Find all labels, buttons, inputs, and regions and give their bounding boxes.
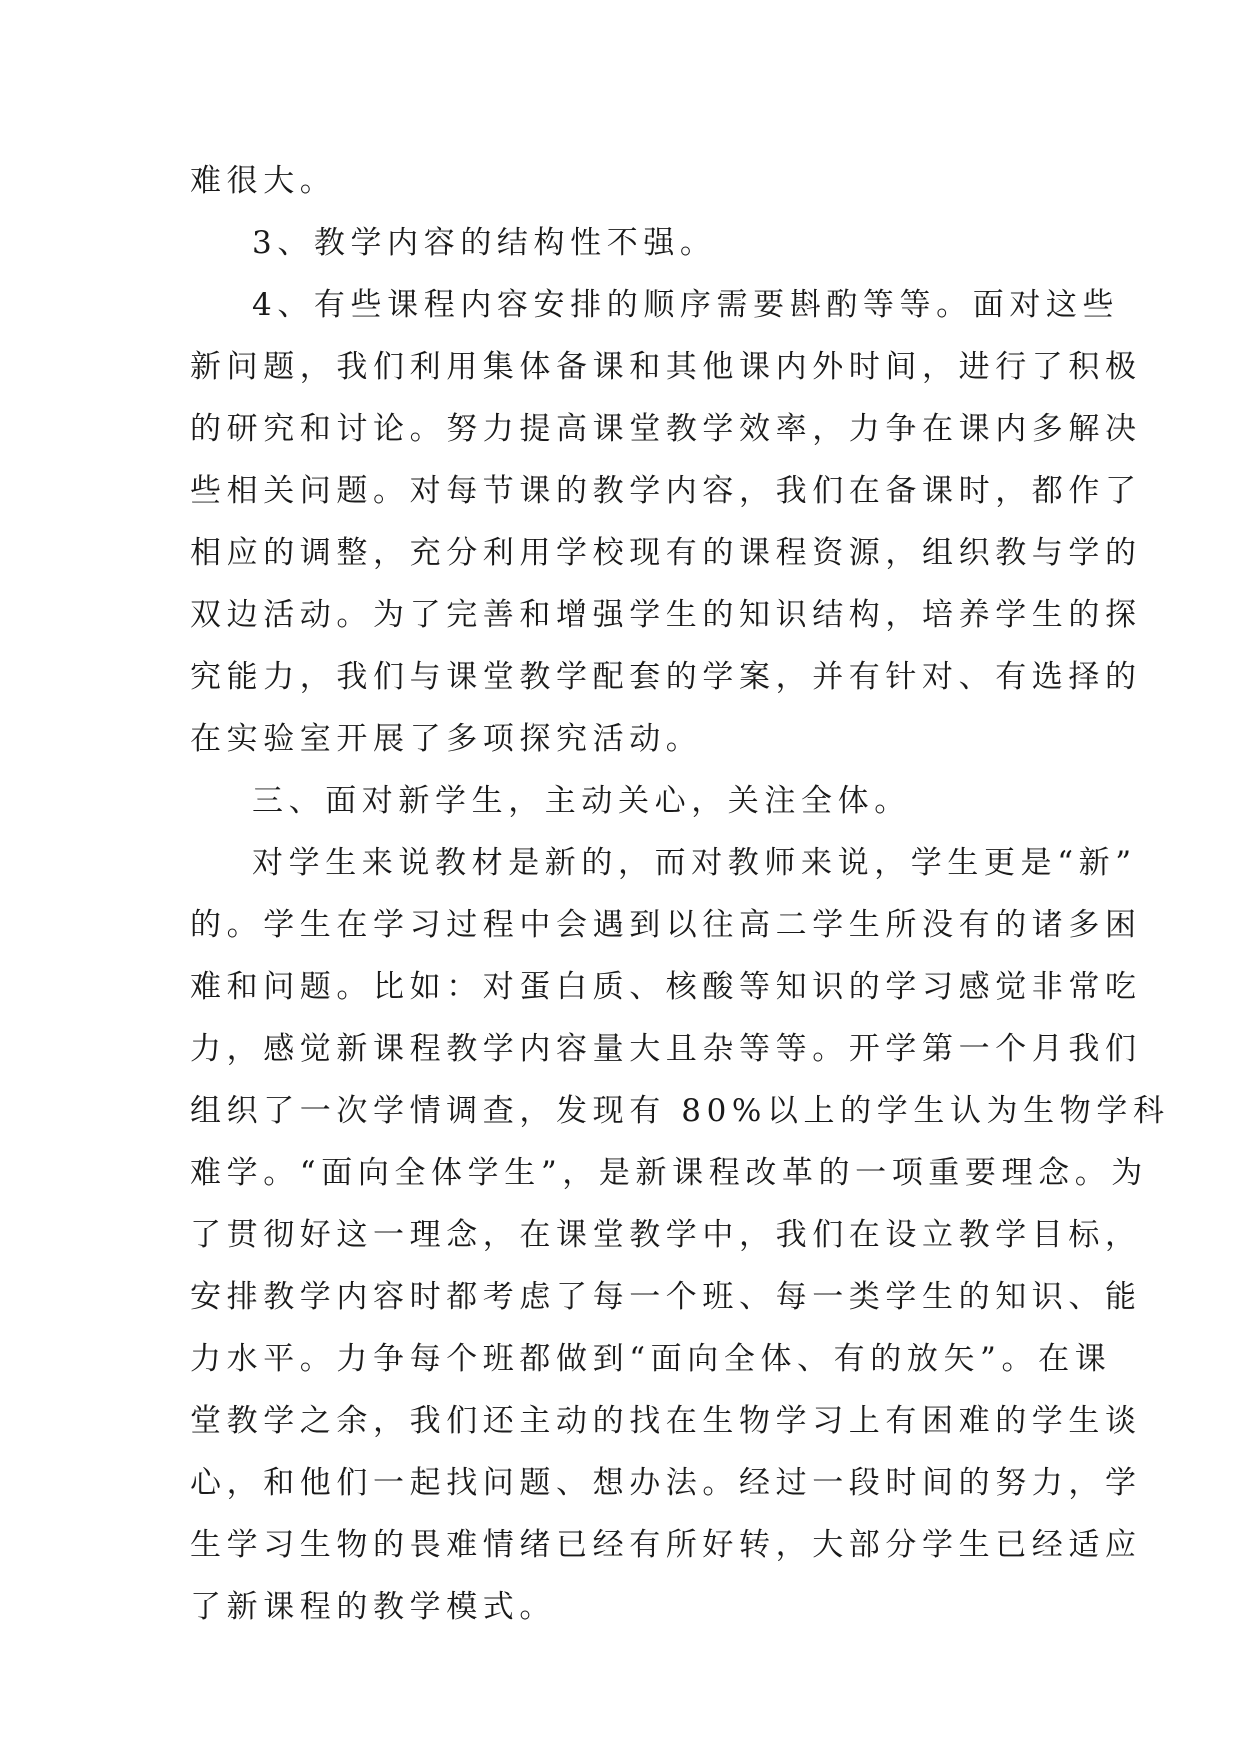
- text-line: 4、有些课程内容安排的顺序需要斟酌等等。面对这些: [252, 287, 1120, 323]
- text-line: 力水平。力争每个班都做到“面向全体、有的放矢”。在课: [190, 1341, 1112, 1377]
- text-line: 安排教学内容时都考虑了每一个班、每一类学生的知识、能: [190, 1279, 1142, 1315]
- text-line: 3、教学内容的结构性不强。: [252, 225, 717, 261]
- text-line: 堂教学之余，我们还主动的找在生物学习上有困难的学生谈: [190, 1403, 1142, 1439]
- text-line: 双边活动。为了完善和增强学生的知识结构，培养学生的探: [190, 597, 1142, 633]
- text-line: 难学。“面向全体学生”，是新课程改革的一项重要理念。为: [190, 1155, 1148, 1191]
- text-line: 了贯彻好这一理念，在课堂教学中，我们在设立教学目标，: [190, 1217, 1142, 1253]
- text-line: 生学习生物的畏难情绪已经有所好转，大部分学生已经适应: [190, 1527, 1142, 1563]
- text-line: 在实验室开展了多项探究活动。: [190, 721, 703, 757]
- text-line: 组织了一次学情调查，发现有 80%以上的学生认为生物学科: [190, 1093, 1170, 1129]
- text-line: 究能力，我们与课堂教学配套的学案，并有针对、有选择的: [190, 659, 1142, 695]
- text-line: 心，和他们一起找问题、想办法。经过一段时间的努力，学: [190, 1465, 1142, 1501]
- text-line: 力，感觉新课程教学内容量大且杂等等。开学第一个月我们: [190, 1031, 1142, 1067]
- text-line: 新问题，我们利用集体备课和其他课内外时间，进行了积极: [190, 349, 1142, 385]
- text-line: 难和问题。比如：对蛋白质、核酸等知识的学习感觉非常吃: [190, 969, 1142, 1005]
- text-line: 相应的调整，充分利用学校现有的课程资源，组织教与学的: [190, 535, 1142, 571]
- text-line: 的研究和讨论。努力提高课堂教学效率，力争在课内多解决: [190, 411, 1142, 447]
- section-heading: 三、面对新学生，主动关心，关注全体。: [252, 783, 911, 819]
- text-line: 的。学生在学习过程中会遇到以往高二学生所没有的诸多困: [190, 907, 1142, 943]
- text-line: 对学生来说教材是新的，而对教师来说，学生更是“新”: [252, 845, 1137, 881]
- text-line: 了新课程的教学模式。: [190, 1589, 556, 1625]
- text-line: 些相关问题。对每节课的教学内容，我们在备课时，都作了: [190, 473, 1142, 509]
- text-line: 难很大。: [190, 163, 337, 199]
